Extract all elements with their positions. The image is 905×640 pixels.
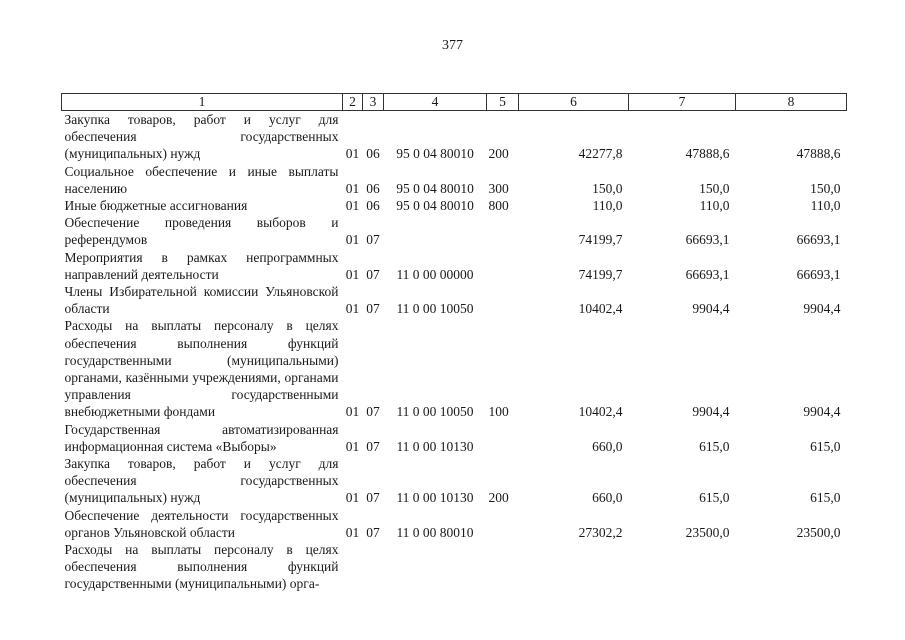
- table-row: [62, 197, 847, 214]
- amount-year-2: 9904,4: [692, 404, 730, 420]
- section-code: [343, 541, 363, 593]
- expense-type-code: 200: [488, 146, 509, 162]
- amount-year-2: 110,0: [699, 198, 730, 214]
- table-row: [62, 214, 847, 248]
- row-name: Социальное обеспечение и иные выплаты населению: [64, 163, 339, 196]
- section-code: 01: [345, 524, 360, 540]
- section-code: 01: [345, 146, 360, 162]
- subsection-code: 07: [366, 490, 380, 506]
- section-code: 01: [345, 232, 360, 248]
- amount-year-1: 660,0: [592, 490, 623, 506]
- amount-year-2: 47888,6: [685, 146, 730, 162]
- section-code: 01: [345, 438, 360, 454]
- target-article-code: 95 0 04 80010: [396, 180, 474, 196]
- amount-year-1: 27302,2: [578, 524, 623, 540]
- table-row: [62, 541, 847, 593]
- budget-table: [61, 93, 847, 593]
- subsection-code: 06: [366, 146, 380, 162]
- expense-type-code: [487, 249, 519, 283]
- target-article-code: 11 0 00 10130: [396, 438, 474, 454]
- table-row: [62, 507, 847, 541]
- subsection-code: 07: [366, 232, 380, 248]
- amount-year-2: 23500,0: [685, 524, 730, 540]
- subsection-code: 07: [366, 301, 380, 317]
- amount-year-3: 110,0: [810, 198, 841, 214]
- row-name: Мероприятия в рамках непрограммных направлений деятельности: [64, 249, 339, 282]
- amount-year-1: 150,0: [592, 180, 623, 196]
- header-row: [62, 94, 847, 111]
- expense-type-code: [487, 214, 519, 248]
- amount-year-2: 150,0: [699, 180, 730, 196]
- target-article-code: [384, 214, 487, 248]
- row-name: Обеспечение проведения выборов и референдумов: [64, 215, 339, 248]
- row-name: Иные бюджетные ассигнования: [64, 198, 248, 214]
- subsection-code: 06: [366, 180, 380, 196]
- column-header: 6: [519, 94, 629, 111]
- amount-year-3: 23500,0: [796, 524, 841, 540]
- amount-year-1: 10402,4: [578, 404, 623, 420]
- expense-type-code: [487, 507, 519, 541]
- subsection-code: 07: [366, 524, 380, 540]
- amount-year-2: 615,0: [699, 438, 730, 454]
- expense-type-code: 200: [488, 490, 509, 506]
- row-name: Закупка товаров, работ и услуг для обеспечения государственных (муниципальных) нужд: [64, 112, 339, 162]
- amount-year-3: 150,0: [810, 180, 841, 196]
- column-header: 1: [62, 94, 343, 111]
- amount-year-3: 615,0: [810, 438, 841, 454]
- row-name: Члены Избирательной комиссии Ульяновской области: [64, 284, 339, 317]
- table-row: [62, 455, 847, 507]
- amount-year-2: 9904,4: [692, 301, 730, 317]
- amount-year-1: 74199,7: [578, 266, 623, 282]
- page-number: 377: [442, 38, 463, 53]
- amount-year-1: 74199,7: [578, 232, 623, 248]
- table-row: [62, 249, 847, 283]
- column-header: 2: [343, 94, 363, 111]
- row-name: Расходы на выплаты персоналу в целях обеспечения выполнения функций государственными (муниципальными) органами, казёнными учреждениями, органами управления государственными внебюджетными фондами: [64, 318, 339, 420]
- target-article-code: 11 0 00 10050: [396, 301, 474, 317]
- target-article-code: 95 0 04 80010: [396, 146, 474, 162]
- section-code: 01: [345, 266, 360, 282]
- amount-year-3: 66693,1: [796, 266, 841, 282]
- amount-year-1: 660,0: [592, 438, 623, 454]
- table-row: [62, 111, 847, 163]
- subsection-code: [363, 541, 384, 593]
- subsection-code: 07: [366, 404, 380, 420]
- section-code: 01: [345, 301, 360, 317]
- column-header: 5: [487, 94, 519, 111]
- expense-type-code: [487, 541, 519, 593]
- amount-year-2: 66693,1: [685, 266, 730, 282]
- row-name: Расходы на выплаты персоналу в целях обеспечения выполнения функций государственными (муниципальными) орга-: [64, 542, 339, 592]
- amount-year-1: 110,0: [592, 198, 623, 214]
- expense-type-code: 100: [488, 404, 509, 420]
- target-article-code: 11 0 00 00000: [396, 266, 474, 282]
- row-name: Закупка товаров, работ и услуг для обеспечения государственных (муниципальных) нужд: [64, 456, 339, 506]
- row-name: Государственная автоматизированная информационная система «Выборы»: [64, 421, 339, 454]
- target-article-code: 11 0 00 10050: [396, 404, 474, 420]
- column-header: 3: [363, 94, 384, 111]
- amount-year-3: 9904,4: [803, 404, 841, 420]
- table-row: [62, 283, 847, 317]
- row-name: Обеспечение деятельности государственных органов Ульяновской области: [64, 507, 339, 540]
- expense-type-code: [487, 283, 519, 317]
- column-header: 4: [384, 94, 487, 111]
- amount-year-3: 615,0: [810, 490, 841, 506]
- amount-year-1: 10402,4: [578, 301, 623, 317]
- amount-year-3: [736, 541, 847, 593]
- expense-type-code: [487, 421, 519, 455]
- section-code: 01: [345, 404, 360, 420]
- amount-year-1: 42277,8: [578, 146, 623, 162]
- target-article-code: [384, 541, 487, 593]
- section-code: 01: [345, 198, 360, 214]
- subsection-code: 07: [366, 438, 380, 454]
- amount-year-2: [629, 541, 736, 593]
- column-header: 7: [629, 94, 736, 111]
- expense-type-code: 300: [488, 180, 509, 196]
- table-row: [62, 421, 847, 455]
- target-article-code: 11 0 00 10130: [396, 490, 474, 506]
- subsection-code: 07: [366, 266, 380, 282]
- target-article-code: 95 0 04 80010: [396, 198, 474, 214]
- amount-year-2: 615,0: [699, 490, 730, 506]
- section-code: 01: [345, 180, 360, 196]
- table-row: [62, 317, 847, 420]
- target-article-code: 11 0 00 80010: [396, 524, 474, 540]
- amount-year-3: 9904,4: [803, 301, 841, 317]
- column-header: 8: [736, 94, 847, 111]
- amount-year-2: 66693,1: [685, 232, 730, 248]
- section-code: 01: [345, 490, 360, 506]
- amount-year-3: 66693,1: [796, 232, 841, 248]
- expense-type-code: 800: [488, 198, 509, 214]
- amount-year-3: 47888,6: [796, 146, 841, 162]
- table-row: [62, 163, 847, 197]
- subsection-code: 06: [366, 198, 380, 214]
- amount-year-1: [519, 541, 629, 593]
